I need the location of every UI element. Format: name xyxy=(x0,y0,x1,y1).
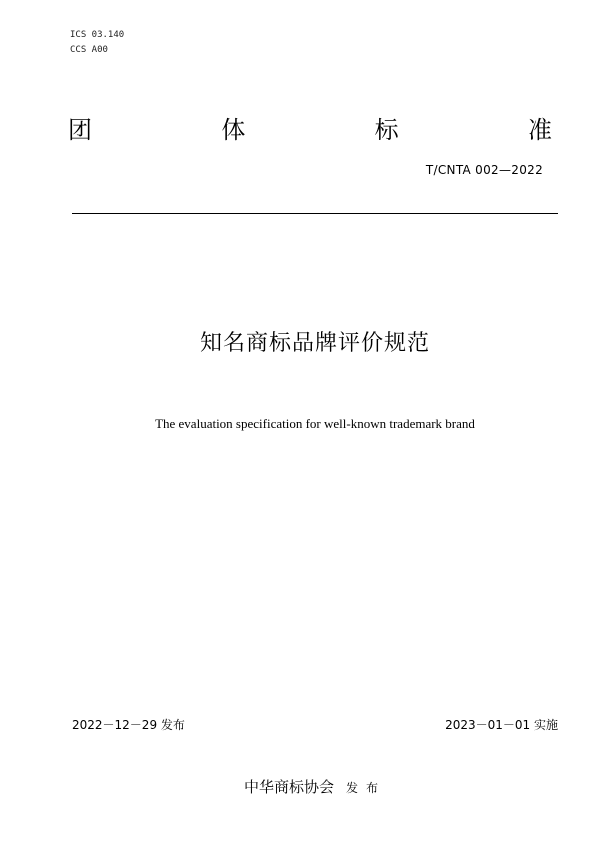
document-title-en: The evaluation specification for well-known trademark brand xyxy=(155,416,475,431)
standard-type-char: 标 xyxy=(374,116,399,144)
standard-type-heading xyxy=(68,112,552,148)
publisher-line xyxy=(0,776,600,797)
header-divider xyxy=(72,213,558,214)
standard-type-char: 团 xyxy=(68,116,92,144)
standard-type-char: 准 xyxy=(527,116,552,144)
document-title-cn: 知名商标品牌评价规范 xyxy=(199,331,430,356)
publisher-action: 发布 xyxy=(346,781,387,795)
issue-date: 2022－12－29 发布 xyxy=(72,718,185,732)
ics-code: ICS 03.140 xyxy=(70,30,125,40)
classification-codes xyxy=(70,28,124,58)
implementation-date: 2023－01－01 实施 xyxy=(445,718,558,732)
ccs-code: CCS A00 xyxy=(70,45,108,55)
standard-number: T/CNTA 002—2022 xyxy=(425,163,543,177)
publisher-name: 中华商标协会 xyxy=(243,778,334,796)
standard-type-char: 体 xyxy=(221,116,246,144)
